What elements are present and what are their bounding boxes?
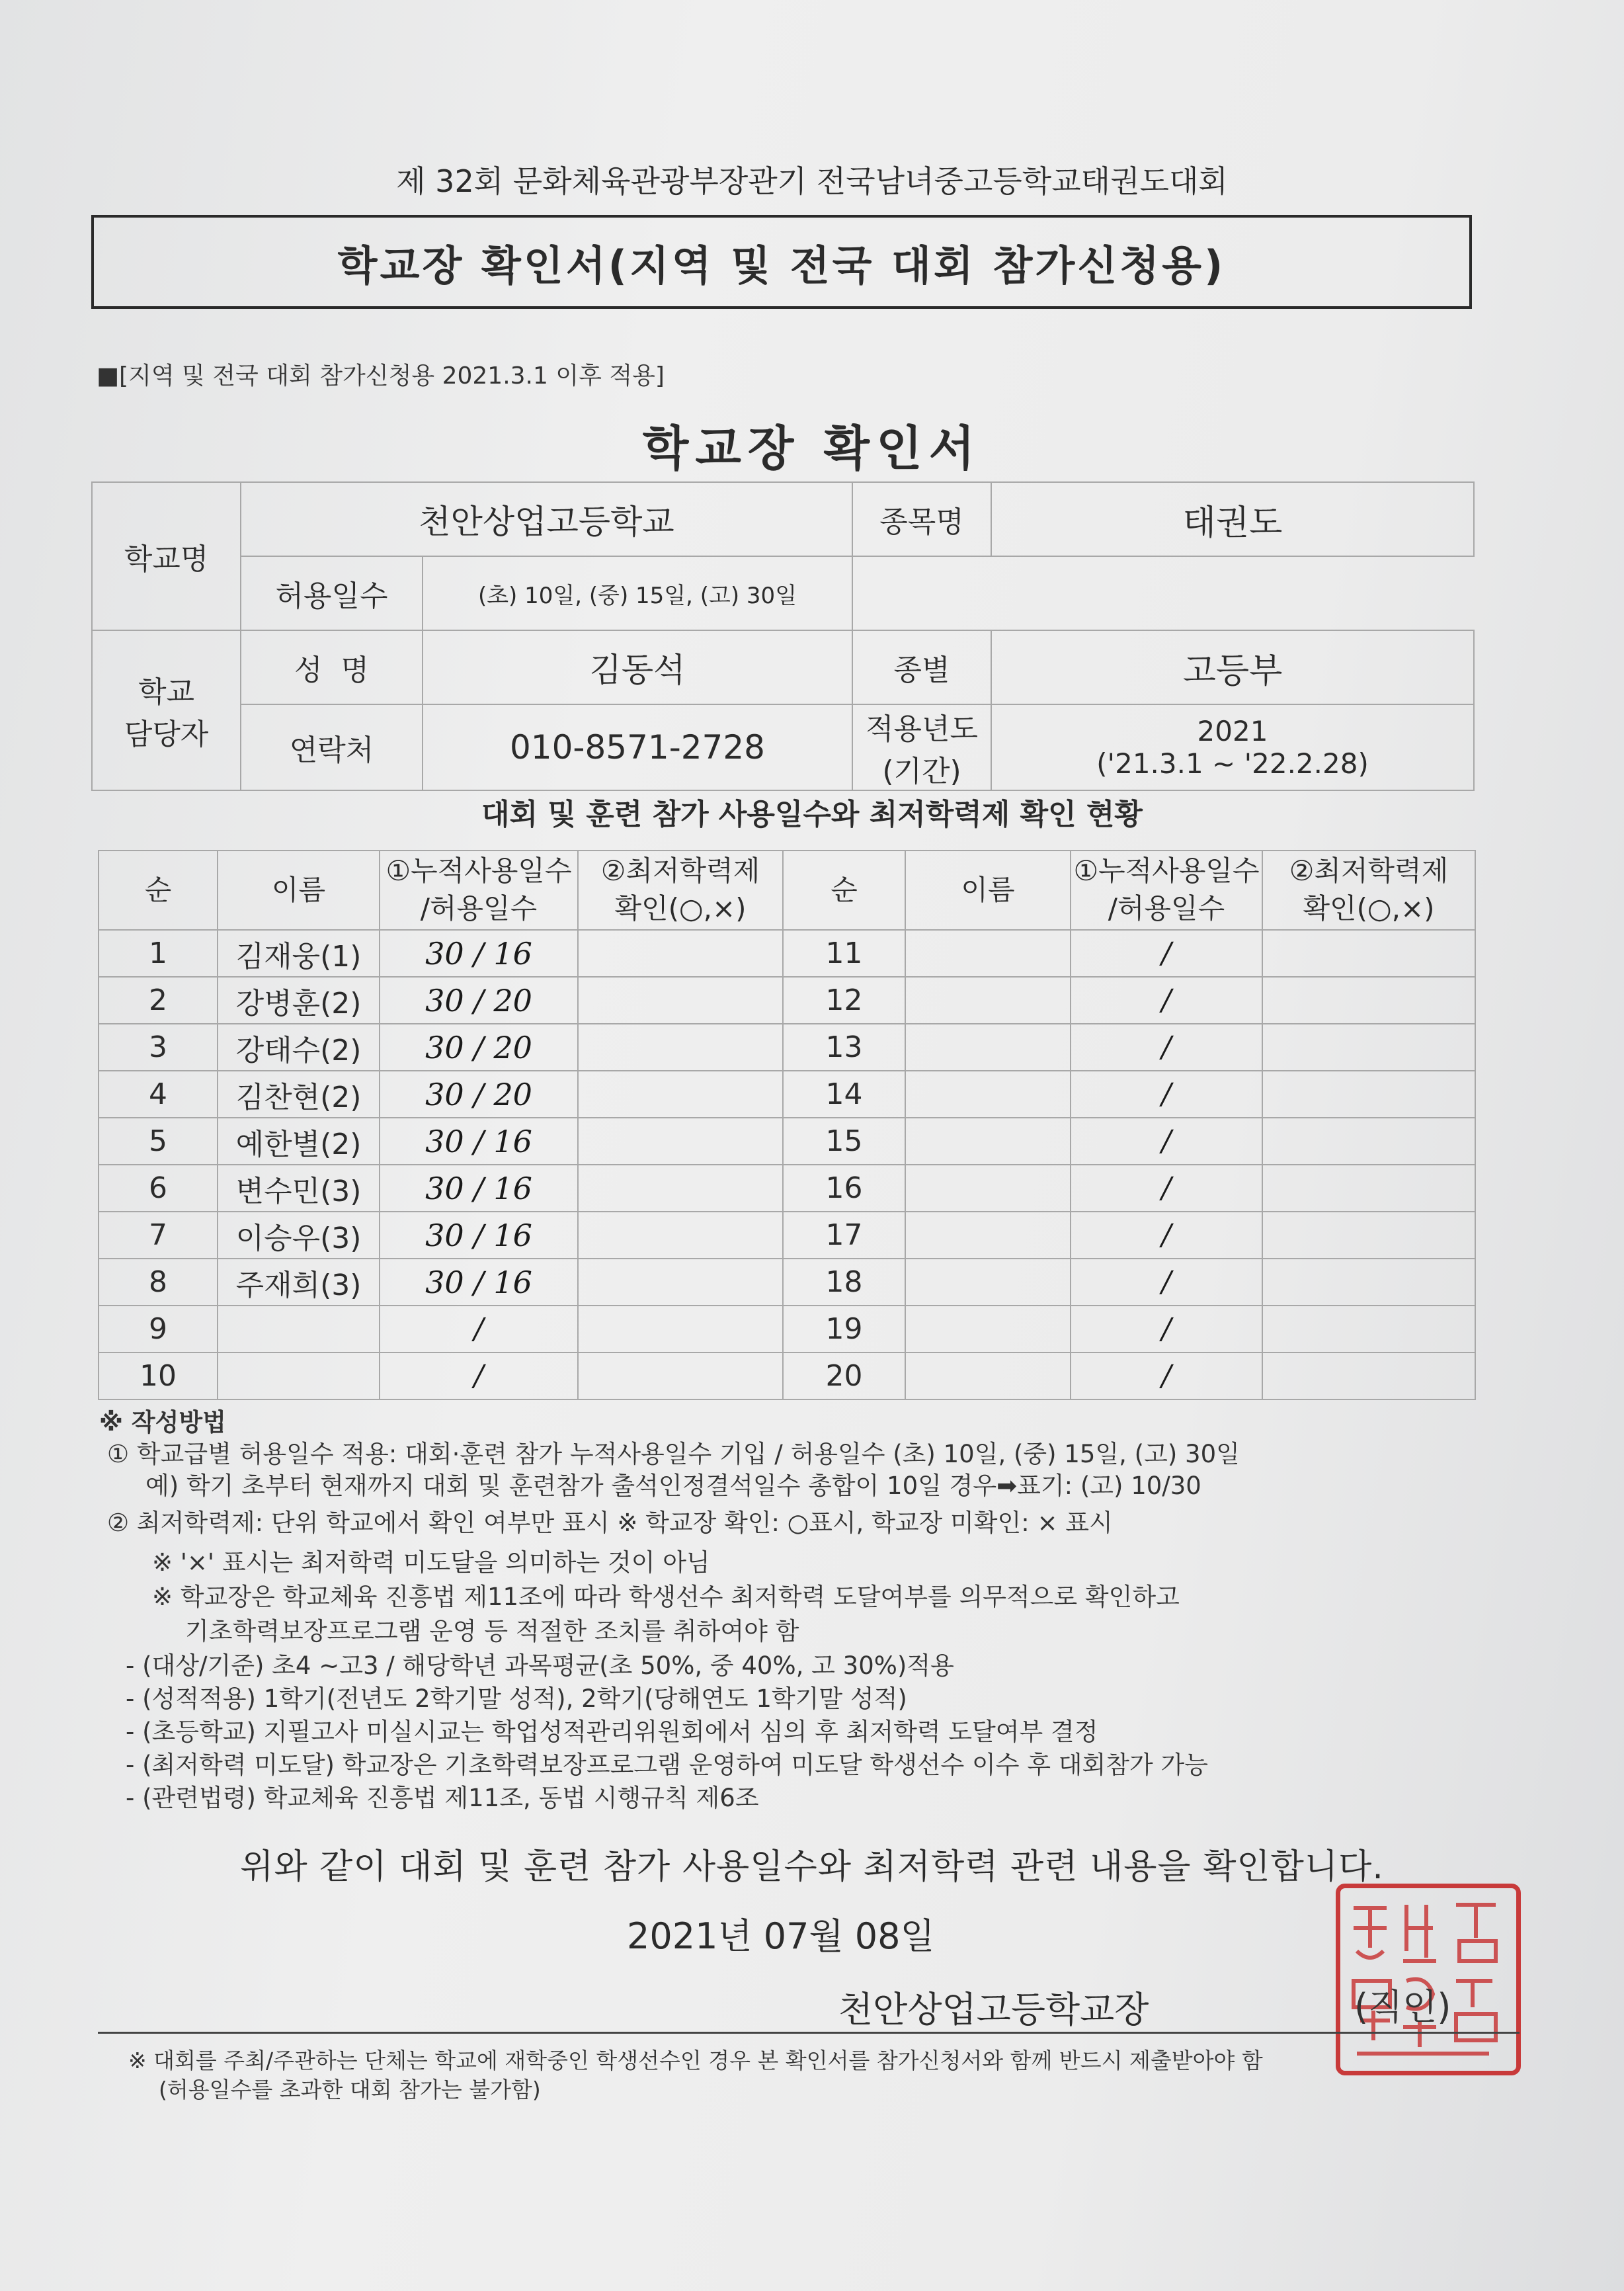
athlete-name	[905, 977, 1071, 1024]
school-name: 천안상업고등학교	[241, 482, 852, 556]
row-number: 2	[99, 977, 218, 1024]
col-header-check: ②최저학력제 확인(○,×)	[1262, 851, 1475, 930]
academic-check	[1262, 1212, 1475, 1259]
row-number: 1	[99, 930, 218, 977]
table-row	[99, 1024, 1475, 1071]
athlete-name	[905, 1165, 1071, 1212]
category-value: 고등부	[991, 630, 1474, 704]
row-number: 12	[783, 977, 905, 1024]
name-label: 성 명	[241, 630, 423, 704]
manager-label	[92, 630, 241, 790]
period-cell	[991, 704, 1474, 790]
method-line: 기초학력보장프로그램 운영 등 적절한 조치를 취하여야 함	[185, 1617, 799, 1645]
athlete-name	[905, 1212, 1071, 1259]
days-used: /	[1071, 1071, 1262, 1118]
academic-check	[1262, 1306, 1475, 1353]
athlete-name	[905, 1259, 1071, 1306]
academic-check	[1262, 1353, 1475, 1399]
academic-check	[578, 1165, 783, 1212]
days-used: /	[1071, 1212, 1262, 1259]
table-row	[99, 1118, 1475, 1165]
days-used: 30 / 20	[380, 977, 578, 1024]
athlete-name: 예한별(2)	[218, 1118, 380, 1165]
form-title-box	[91, 215, 1472, 309]
athlete-name: 강병훈(2)	[218, 977, 380, 1024]
row-number: 20	[783, 1353, 905, 1399]
athlete-name	[218, 1306, 380, 1353]
row-number: 8	[99, 1259, 218, 1306]
academic-check	[578, 1071, 783, 1118]
method-heading: ※ 작성방법	[99, 1408, 226, 1437]
days-used: 30 / 16	[380, 1212, 578, 1259]
col-header-days: ①누적사용일수 /허용일수	[1071, 851, 1262, 930]
info-table	[91, 481, 1475, 791]
academic-check	[1262, 977, 1475, 1024]
usage-title: 대회 및 훈련 참가 사용일수와 최저학력제 확인 현황	[481, 798, 1143, 831]
row-number: 6	[99, 1165, 218, 1212]
table-row	[99, 1353, 1475, 1399]
period-label	[852, 704, 991, 790]
col-header-no: 순	[99, 851, 218, 930]
sport-value: 태권도	[991, 482, 1474, 556]
principal-name: 천안상업고등학교장	[838, 1989, 1149, 2030]
academic-check	[578, 1306, 783, 1353]
period-label-line2: (기간)	[882, 755, 961, 788]
athlete-name	[905, 1071, 1071, 1118]
athlete-name	[905, 930, 1071, 977]
row-number: 17	[783, 1212, 905, 1259]
method-line: ② 최저학력제: 단위 학교에서 확인 여부만 표시 ※ 학교장 확인: ○표시, 학교장 미확인: × 표시	[107, 1509, 1113, 1537]
period-value: ('21.3.1 ~ '22.2.28)	[1096, 747, 1369, 780]
days-used: 30 / 16	[380, 930, 578, 977]
academic-check	[1262, 1259, 1475, 1306]
days-used: /	[1071, 1353, 1262, 1399]
sport-label: 종목명	[852, 482, 991, 556]
row-number: 11	[783, 930, 905, 977]
method-line: - (대상/기준) 초4 ~고3 / 해당학년 과목평균(초 50%, 중 40%, 고 30%)적용	[126, 1651, 954, 1680]
row-number: 4	[99, 1071, 218, 1118]
academic-check	[1262, 1071, 1475, 1118]
method-line: - (관련법령) 학교체육 진흥법 제11조, 동법 시행규칙 제6조	[126, 1784, 759, 1812]
days-used: /	[1071, 1165, 1262, 1212]
school-label: 학교명	[92, 482, 241, 630]
days-used: /	[1071, 1118, 1262, 1165]
athlete-name	[218, 1353, 380, 1399]
table-row	[99, 977, 1475, 1024]
academic-check	[578, 1259, 783, 1306]
athlete-name: 변수민(3)	[218, 1165, 380, 1212]
days-used: 30 / 20	[380, 1071, 578, 1118]
row-number: 16	[783, 1165, 905, 1212]
contact-label: 연락처	[241, 704, 423, 790]
allowed-days-label: 허용일수	[241, 556, 423, 630]
academic-check	[578, 1024, 783, 1071]
academic-check	[1262, 1165, 1475, 1212]
method-line: ① 학교급별 허용일수 적용: 대회·훈련 참가 누적사용일수 기입 / 허용일수 (초) 10일, (중) 15일, (고) 30일	[107, 1440, 1240, 1468]
method-line: ※ '×' 표시는 최저학력 미도달을 의미하는 것이 아님	[152, 1548, 710, 1577]
event-title: 제 32회 문화체육관광부장관기 전국남녀중고등학교태권도대회	[396, 163, 1228, 199]
seal-mark: (직인)	[1354, 1986, 1451, 2028]
manager-label-line1: 학교	[138, 675, 194, 709]
confirm-date: 2021년 07월 08일	[627, 1915, 935, 1957]
days-used: /	[380, 1353, 578, 1399]
days-used: /	[1071, 1306, 1262, 1353]
athlete-name	[905, 1118, 1071, 1165]
footer-divider	[98, 2032, 1520, 2034]
usage-table	[98, 850, 1476, 1400]
days-used: /	[1071, 930, 1262, 977]
table-row	[99, 930, 1475, 977]
academic-check	[578, 977, 783, 1024]
confirm-statement: 위와 같이 대회 및 훈련 참가 사용일수와 최저학력 관련 내용을 확인합니다.	[240, 1847, 1384, 1887]
contact-value: 010-8571-2728	[423, 704, 852, 790]
days-used: /	[1071, 1259, 1262, 1306]
row-number: 13	[783, 1024, 905, 1071]
allowed-days-value: (초) 10일, (중) 15일, (고) 30일	[423, 556, 852, 630]
athlete-name: 김재웅(1)	[218, 930, 380, 977]
form-title: 학교장 확인서(지역 및 전국 대회 참가신청용)	[337, 241, 1226, 290]
academic-check	[578, 1353, 783, 1399]
athlete-name	[905, 1306, 1071, 1353]
academic-check	[1262, 930, 1475, 977]
table-row	[99, 1306, 1475, 1353]
athlete-name	[905, 1353, 1071, 1399]
days-used: /	[1071, 977, 1262, 1024]
row-number: 10	[99, 1353, 218, 1399]
year-value: 2021	[1197, 715, 1268, 747]
academic-check	[578, 930, 783, 977]
method-line: ※ 학교장은 학교체육 진흥법 제11조에 따라 학생선수 최저학력 도달여부를 의무적으로 확인하고	[152, 1583, 1180, 1611]
col-header-name: 이름	[218, 851, 380, 930]
academic-check	[578, 1118, 783, 1165]
doc-title: 학교장 확인서	[642, 421, 982, 476]
table-row	[99, 1071, 1475, 1118]
applies-note: ■[지역 및 전국 대회 참가신청용 2021.3.1 이후 적용]	[97, 362, 665, 390]
days-used: /	[380, 1306, 578, 1353]
row-number: 19	[783, 1306, 905, 1353]
table-row	[99, 1165, 1475, 1212]
period-label-line1: 적용년도	[865, 712, 978, 746]
athlete-name: 김찬현(2)	[218, 1071, 380, 1118]
row-number: 18	[783, 1259, 905, 1306]
athlete-name: 이승우(3)	[218, 1212, 380, 1259]
row-number: 3	[99, 1024, 218, 1071]
footer-note-2: (허용일수를 초과한 대회 참가는 불가함)	[159, 2077, 541, 2103]
athlete-name: 주재희(3)	[218, 1259, 380, 1306]
athlete-name: 강태수(2)	[218, 1024, 380, 1071]
method-line: 예) 학기 초부터 현재까지 대회 및 훈련참가 출석인정결석일수 총합이 10일 경우➡표기: (고) 10/30	[145, 1472, 1201, 1500]
footer-note-1: ※ 대회를 주최/주관하는 단체는 학교에 재학중인 학생선수인 경우 본 확인서를 참가신청서와 함께 반드시 제출받아야 함	[128, 2048, 1263, 2073]
col-header-no: 순	[783, 851, 905, 930]
row-number: 5	[99, 1118, 218, 1165]
academic-check	[1262, 1024, 1475, 1071]
days-used: 30 / 16	[380, 1259, 578, 1306]
col-header-check: ②최저학력제 확인(○,×)	[578, 851, 783, 930]
academic-check	[578, 1212, 783, 1259]
days-used: 30 / 20	[380, 1024, 578, 1071]
method-line: - (성적적용) 1학기(전년도 2학기말 성적), 2학기(당해연도 1학기말 성적)	[126, 1685, 907, 1713]
academic-check	[1262, 1118, 1475, 1165]
row-number: 14	[783, 1071, 905, 1118]
table-row	[99, 1259, 1475, 1306]
col-header-name: 이름	[905, 851, 1071, 930]
method-line: - (초등학교) 지필고사 미실시교는 학업성적관리위원회에서 심의 후 최저학력 도달여부 결정	[126, 1718, 1098, 1746]
manager-label-line2: 담당자	[124, 718, 209, 751]
row-number: 9	[99, 1306, 218, 1353]
category-label: 종별	[852, 630, 991, 704]
row-number: 15	[783, 1118, 905, 1165]
days-used: /	[1071, 1024, 1262, 1071]
athlete-name	[905, 1024, 1071, 1071]
table-row	[99, 1212, 1475, 1259]
method-line: - (최저학력 미도달) 학교장은 기초학력보장프로그램 운영하여 미도달 학생선수 이수 후 대회참가 가능	[126, 1751, 1209, 1779]
name-value: 김동석	[423, 630, 852, 704]
days-used: 30 / 16	[380, 1118, 578, 1165]
col-header-days: ①누적사용일수 /허용일수	[380, 851, 578, 930]
row-number: 7	[99, 1212, 218, 1259]
days-used: 30 / 16	[380, 1165, 578, 1212]
